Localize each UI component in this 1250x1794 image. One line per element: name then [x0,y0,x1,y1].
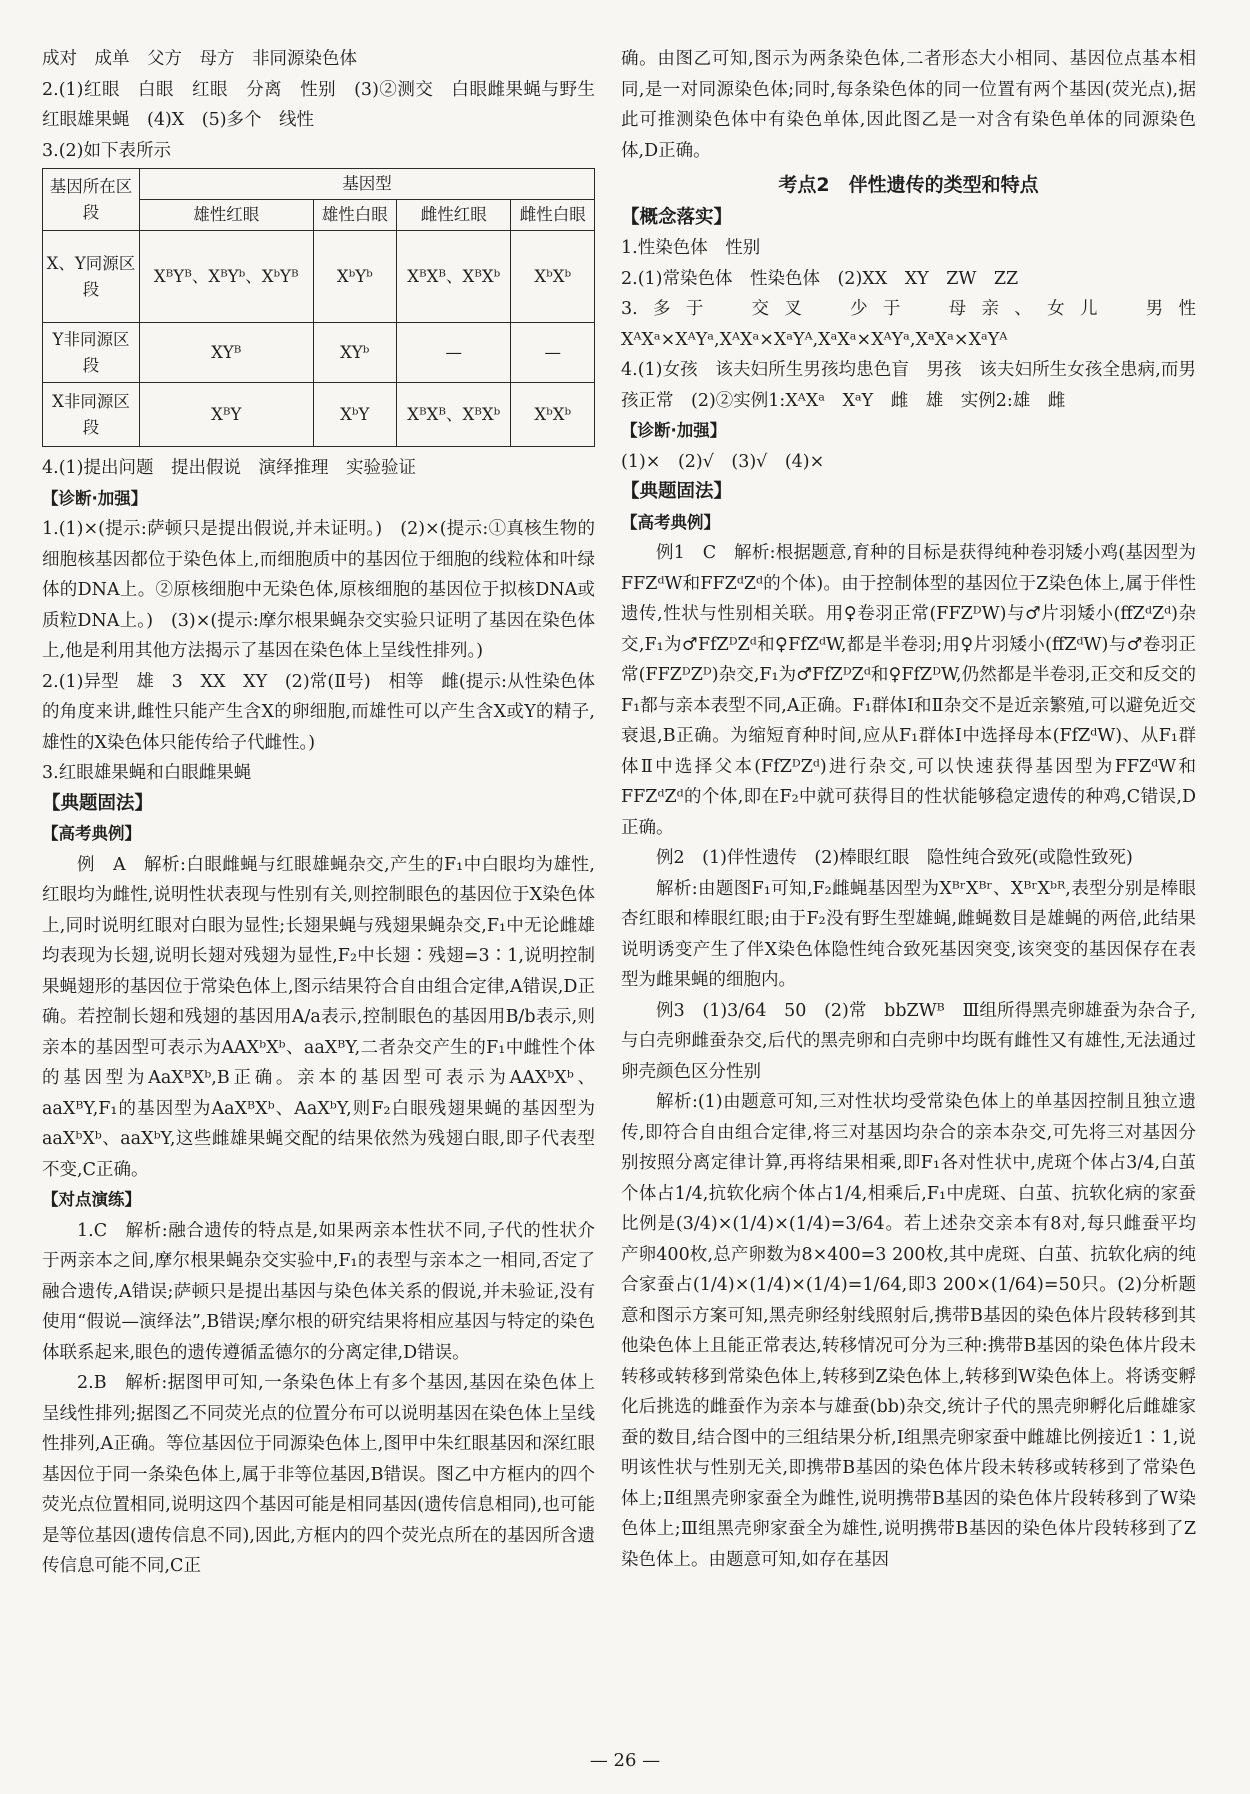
answer-line: 1.性染色体 性别 [621,238,761,258]
table-cell: XᴮXᴮ、XᴮXᵇ [397,231,511,323]
table-cell: XᵇXᵇ [511,231,595,323]
table-cell: Y非同源区段 [43,323,140,383]
table-cell: X、Y同源区段 [43,231,140,323]
example-paragraph: 例 A 解析:白眼雌蝇与红眼雄蝇杂交,产生的F₁中白眼均为雄性,红眼均为雌性,说明性状表现与性别有关,则控制眼色的基因位于X染色体上,同时说明红眼对白眼为显性;长翅果蝇与残翅果蝇杂交,F₁中无论雌雄均表现为长翅,说明长翅对残翅为显性,F₂中长翅∶残翅=3∶1,说明控制果蝇翅形的基因位于常染色体上,图示结果符合自由组合定律,A错误,D正确。若控制长翅和残翅的基因用A/a表示,控制眼色的基因用B/b表示,则亲本的基因型可表示为AAXᵇXᵇ、aaXᴮY,二者杂交产生的F₁中雌性个体的基因型为AaXᴮXᵇ,B正确。亲本的基因型可表示为AAXᵇXᵇ、aaXᴮY,F₁的基因型为AaXᴮXᵇ、AaXᵇY,则F₂白眼残翅果蝇的基因型为aaXᵇXᵇ、aaXᵇY,这些雌雄果蝇交配的结果依然为残翅白眼,即子代表型不变,C正确。 [42,854,595,1180]
example-paragraph: 解析:(1)由题意可知,三对性状均受常染色体上的单基因控制且独立遗传,即符合自由组合定律,将三对基因均杂合的亲本杂交,可先将三对基因分别按照分离定律计算,再将结果相乘,即F₁各对性状中,虎斑个体占3/4,白茧个体占1/4,抗软化病个体占1/4,相乘后,F₁中虎斑、白茧、抗软化病的家蚕比例是(3/4)×(1/4)×(1/4)=3/64。若上述杂交亲本有8对,每只雌蚕平均产卵400枚,总产卵数为8×400=3 200枚,其中虎斑、白茧、抗软化病的纯合家蚕占(1/4)×(1/4)×(1/4)=1/64,即3 200×(1/64)=50只。(2)分析题意和图示方案可知,黑壳卵经射线照射后,携带B基因的染色体片段转移到其他染色体上且能正常表达,转移情况可分为三种:携带B基因的染色体片段未转移或转移到常染色体上,转移到Z染色体上,转移到W染色体上。将诱变孵化后挑选的雌蚕作为亲本与雄蚕(bb)杂交,统计子代的黑壳卵孵化后雌雄家蚕的数目,结合图中的三组结果分析,Ⅰ组黑壳卵家蚕中雌雄比例接近1∶1,说明该性状与性别无关,即携带B基因的染色体片段未转移或转移到了常染色体上;Ⅱ组黑壳卵家蚕全为雌性,说明携带B基因的染色体片段转移到了W染色体上;Ⅲ组黑壳卵家蚕全为雄性,说明携带B基因的染色体片段转移到了Z染色体上。由题意可知,如存在基因 [621,1092,1196,1570]
exercise-paragraph: 1.C 解析:融合遗传的特点是,如果两亲本性状不同,子代的性状介于两亲本之间,摩尔根果蝇杂交实验中,F₁的表型与亲本之一相同,否定了融合遗传,A错误;萨顿只是提出基因与染色体关系的假说,并未验证,没有使用“假说—演绎法”,B错误;摩尔根的研究结果将相应基因与特定的染色体联系起来,眼色的遗传遵循孟德尔的分离定律,D错误。 [42,1220,595,1363]
exercise-paragraph: 2.B 解析:据图甲可知,一条染色体上有多个基因,基因在染色体上呈线性排列;据图乙不同荧光点的位置分布可以说明基因在染色体上呈线性排列,A正确。等位基因位于同源染色体上,图甲中朱红眼基因和深红眼基因位于同一条染色体上,属于非等位基因,B错误。图乙中方框内的四个荧光点位置相同,说明这四个基因可能是相同基因(遗传信息相同),也可能是等位基因(遗传信息不同),因此,方框内的四个荧光点所在的基因所含遗传信息可能不同,C正 [42,1373,595,1576]
table-header-region: 基因所在区段 [43,169,140,231]
subsection-heading: 【对点演练】 [42,1190,141,1209]
answer-line: 3.(2)如下表所示 [42,140,171,161]
table-row [43,323,595,383]
exercise-paragraph: 确。由图乙可知,图示为两条染色体,二者形态大小相同、基因位点基本相同,是一对同源染色体;同时,每条染色体的同一位置有两个基因(荧光点),据此可推测染色体中有染色单体,因此图乙是一对含有染色单体的同源染色体,D正确。 [621,49,1196,161]
diagnosis-item: 3.红眼雄果蝇和白眼雌果蝇 [42,763,252,783]
table-cell: XYᴮ [140,323,314,383]
answer-line: 4.(1)女孩 该夫妇所生男孩均患色盲 男孩 该夫妇所生女孩全患病,而男孩正常 (2)②实例1:XᴬXᵃ XᵃY 雌 雄 实例2:雄 雌 [621,360,1196,411]
table-cell: — [397,323,511,383]
answer-line: (1)× (2)√ (3)√ (4)× [621,451,825,472]
section-heading: 【典题固法】 [621,481,733,502]
section-heading: 【诊断·加强】 [621,421,727,440]
left-column [42,44,595,1582]
answer-line: 4.(1)提出问题 提出假说 演绎推理 实验验证 [42,458,416,478]
table-cell: XYᵇ [313,323,397,383]
table-cell: XᴮYᴮ、XᴮYᵇ、XᵇYᴮ [140,231,314,323]
table-row [43,383,595,447]
section-heading: 【诊断·加强】 [42,488,148,508]
page-number: — 26 — [589,1750,661,1771]
table-cell: XᴮY [140,383,314,447]
answer-line: 3.多于 交叉 少于 母亲、女儿 男性 XᴬXᵃ×XᴬYᵃ,XᴬXᵃ×XᵃYᴬ,XᵃXᵃ×XᴬYᵃ,XᵃXᵃ×XᵃYᴬ [621,299,1214,350]
table-cell: XᵇY [313,383,397,447]
table-col-header: 雌性白眼 [511,200,595,231]
topic-title: 考点2 伴性遗传的类型和特点 [778,174,1039,196]
subsection-heading: 【高考典例】 [621,512,720,532]
section-heading: 【概念落实】 [621,206,733,228]
subsection-heading: 【高考典例】 [42,824,141,843]
right-column [621,44,1214,1575]
table-cell: — [511,323,595,383]
table-cell: XᵇYᵇ [313,231,397,323]
answer-line: 2.(1)红眼 白眼 红眼 分离 性别 (3)②测交 白眼雌果蝇与野生红眼雄果蝇 (4)X (5)多个 线性 [42,79,595,130]
table-cell: XᴮXᴮ、XᴮXᵇ [397,383,511,447]
table-col-header: 雄性红眼 [140,200,314,231]
table-cell: XᵇXᵇ [511,383,595,447]
diagnosis-item: 2.(1)异型 雄 3 XX XY (2)常(Ⅱ号) 相等 雌(提示:从性染色体的角度来讲,雌性只能产生含X的卵细胞,而雄性可以产生含X或Y的精子,雄性的X染色体只能传给子代雌性。) [42,671,595,753]
example-paragraph: 例3 (1)3/64 50 (2)常 bbZWᴮ Ⅲ组所得黑壳卵雄蚕为杂合子,与白壳卵雌蚕杂交,后代的黑壳卵和白壳卵中均既有雌性又有雄性,无法通过卵壳颜色区分性别 [621,1000,1196,1082]
table-col-header: 雌性红眼 [397,200,511,231]
example-paragraph: 例2 (1)伴性遗传 (2)棒眼红眼 隐性纯合致死(或隐性致死) [656,848,1133,868]
answer-line: 2.(1)常染色体 性染色体 (2)XX XY ZW ZZ [621,268,1019,289]
genotype-table [42,168,595,447]
section-heading: 【典题固法】 [42,792,154,814]
diagnosis-item: 1.(1)×(提示:萨顿只是提出假说,并未证明。) (2)×(提示:①真核生物的细胞核基因都位于染色体上,而细胞质中的基因位于细胞的线粒体和叶绿体的DNA上。②原核细胞中无染色体,原核细胞的基因位于拟核DNA或质粒DNA上。) (3)×(提示:摩尔根果蝇杂交实验只证明了基因在染色体上,他是利用其他方法揭示了基因在染色体上呈线性排列。) [42,519,595,661]
answer-line: 成对 成单 父方 母方 非同源染色体 [42,49,357,69]
table-row [43,231,595,323]
example-paragraph: 解析:由题图F₁可知,F₂雌蝇基因型为XᴮʳXᴮʳ、XᴮʳXᵇᴿ,表型分别是棒眼杏红眼和棒眼红眼;由于F₂没有野生型雄蝇,雌蝇数目是雄蝇的两倍,此结果说明诱变产生了伴X染色体隐性纯合致死基因突变,该突变的基因保存在表型为雌果蝇的细胞内。 [621,878,1196,990]
example-paragraph: 例1 C 解析:根据题意,育种的目标是获得纯种卷羽矮小鸡(基因型为FFZᵈW和FFZᵈZᵈ的个体)。由于控制体型的基因位于Z染色体上,属于伴性遗传,性状与性别相关联。用♀卷羽正常(FFZᴰW)与♂片羽矮小(ffZᵈZᵈ)杂交,F₁为♂FfZᴰZᵈ和♀FfZᵈW,都是半卷羽;用♀片羽矮小(ffZᵈW)与♂卷羽正常(FFZᴰZᴰ)杂交,F₁为♂FfZᴰZᵈ和♀FfZᴰW,仍然都是半卷羽,正交和反交的F₁都与亲本表型不同,A正确。F₁群体Ⅰ和Ⅱ杂交不是近亲繁殖,可以避免近交衰退,B正确。为缩短育种时间,应从F₁群体Ⅰ中选择母本(FfZᵈW)、从F₁群体Ⅱ中选择父本(FfZᴰZᵈ)进行杂交,可以快速获得基因型为FFZᵈW和FFZᵈZᵈ的个体,即在F₂中就可获得目的性状能够稳定遗传的种鸡,C错误,D正确。 [621,543,1196,838]
table-cell: X非同源区段 [43,383,140,447]
table-col-header: 雄性白眼 [313,200,397,231]
table-header-genotype: 基因型 [140,169,595,200]
